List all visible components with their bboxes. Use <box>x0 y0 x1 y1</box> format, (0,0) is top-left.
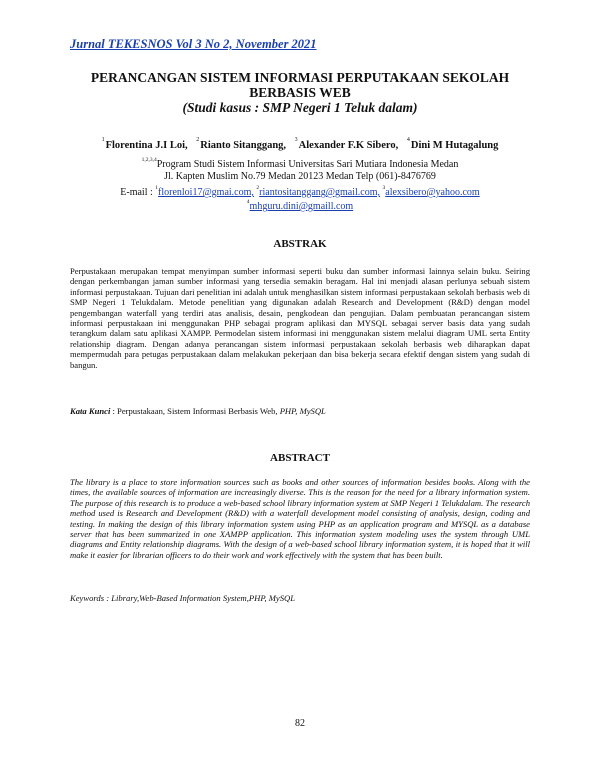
author-name: Alexander F.K Sibero, <box>298 140 399 151</box>
abstract-heading: ABSTRACT <box>270 452 330 464</box>
email-number: 3 <box>382 185 386 191</box>
abstract-body: The library is a place to store information sources such as books and other sources of information besides books. Along with the times, the available sources of information are increasingly diverse. This is the reason for the need for a library information system. The purpose of this research is to produce a web-based school library information system at SMP Negeri 1 Telukdalam. The research method used is Research and Development (R&D) with a waterfall development model consisting of analysis, design, coding and testing. In making the design of this library information system using PHP as an application program and MYSQL as a database server that has been summarized in one XAMPP application. This information system modeling uses the system through UML diagrams and Entity relationship diagrams. With the design of a web-based school library information system, it is hoped that it will make it easier for librarian officers to do their work and work effectively with the system that has been built. <box>70 477 530 560</box>
author-name: Rianto Sitanggang, <box>200 140 287 151</box>
journal-header-link[interactable]: Jurnal TEKESNOS Vol 3 No 2, November 2021 <box>70 37 317 51</box>
author-number: 3 <box>294 137 298 143</box>
kata-kunci-text: : Perpustakaan, Sistem Informasi Berbasis Web, <box>110 406 280 416</box>
author-number: 4 <box>406 137 410 143</box>
email-link[interactable]: florenloi17@gmai.com, <box>158 187 254 198</box>
affiliation-line-2: Jl. Kapten Muslim No.79 Medan 20123 Medan Telp (061)-8476769 <box>164 171 436 182</box>
title-line-1: PERANCANGAN SISTEM INFORMASI PERPUTAKAAN SEKOLAH <box>90 70 510 85</box>
author-number: 2 <box>196 137 200 143</box>
title-subtitle: (Studi kasus : SMP Negeri 1 Teluk dalam) <box>182 100 418 115</box>
affiliation-text: Program Studi Sistem Informasi Universitas Sari Mutiara Indonesia Medan <box>156 159 459 170</box>
abstrak-heading: ABSTRAK <box>273 238 327 250</box>
email-label: E-mail : <box>120 187 156 198</box>
author-number: 1 <box>101 137 105 143</box>
author-list <box>40 137 560 151</box>
email-number: 4 <box>246 199 250 205</box>
keywords: Keywords : Library,Web-Based Information System,PHP, MySQL <box>70 593 296 603</box>
kata-kunci <box>70 406 530 416</box>
abstrak-body: Perpustakaan merupakan tempat menyimpan sumber informasi seperti buku dan sumber informasi lainnya selain buku. Seiring dengan perkembangan jaman sumber informasi yang tersedia semakin beragam. Hal ini menjadi alasan perlunya sebuah sistem informasi perpustakaan. Tujuan dari penelitian ini adalah untuk menghasilkan sistem informasi perpustakaan sekolah berbasis web di SMP Negeri 1 Telukdalam. Metode penelitian yang digunakan adalah Research and Development (R&D) dengan model pengembangan waterfall yang terdiri atas analisis, desain, pengkodean dan pengujian. Dalam pembuatan perancangan sistem informasi perpustakaan ini menggunakan PHP sebagai program aplikasi dan MYSQL sebagai server basis data yang sudah terangkum dalam satu aplikasi XAMPP. Permodelan sistem informasi ini menggunakan sistem melalui diagram UML serta Entity relationship diagram. Dengan adanya perancangan sistem informasi perpustakaan sekolah berbasis web diharapkan dapat mempermudah para petugas perpustakaan dalam melakukan pekerjaan dan bisa bekerja secara efektif dengan sistem yang sudah di bangun. <box>70 266 530 370</box>
kata-kunci-italic: PHP, MySQL <box>279 406 326 416</box>
email-number: 2 <box>256 185 260 191</box>
email-link[interactable]: alexsibero@yahoo.com <box>385 187 480 198</box>
author-name: Florentina J.I Loi, <box>105 140 188 151</box>
email-number: 1 <box>155 185 159 191</box>
affiliation-numbers: 1,2,3,4 <box>141 157 157 163</box>
email-list <box>40 185 560 198</box>
kata-kunci-label: Kata Kunci <box>70 406 111 416</box>
email-link[interactable]: riantositanggang@gmail.com, <box>259 187 380 198</box>
author-name: Dini M Hutagalung <box>410 140 499 151</box>
email-link[interactable]: mhguru.dini@gmaill.com <box>249 201 354 212</box>
email-list-line-2 <box>40 199 560 212</box>
affiliation-line-1 <box>40 157 560 170</box>
page-number: 82 <box>295 718 305 729</box>
title-line-2: BERBASIS WEB <box>249 85 351 100</box>
paper-title <box>40 70 560 115</box>
